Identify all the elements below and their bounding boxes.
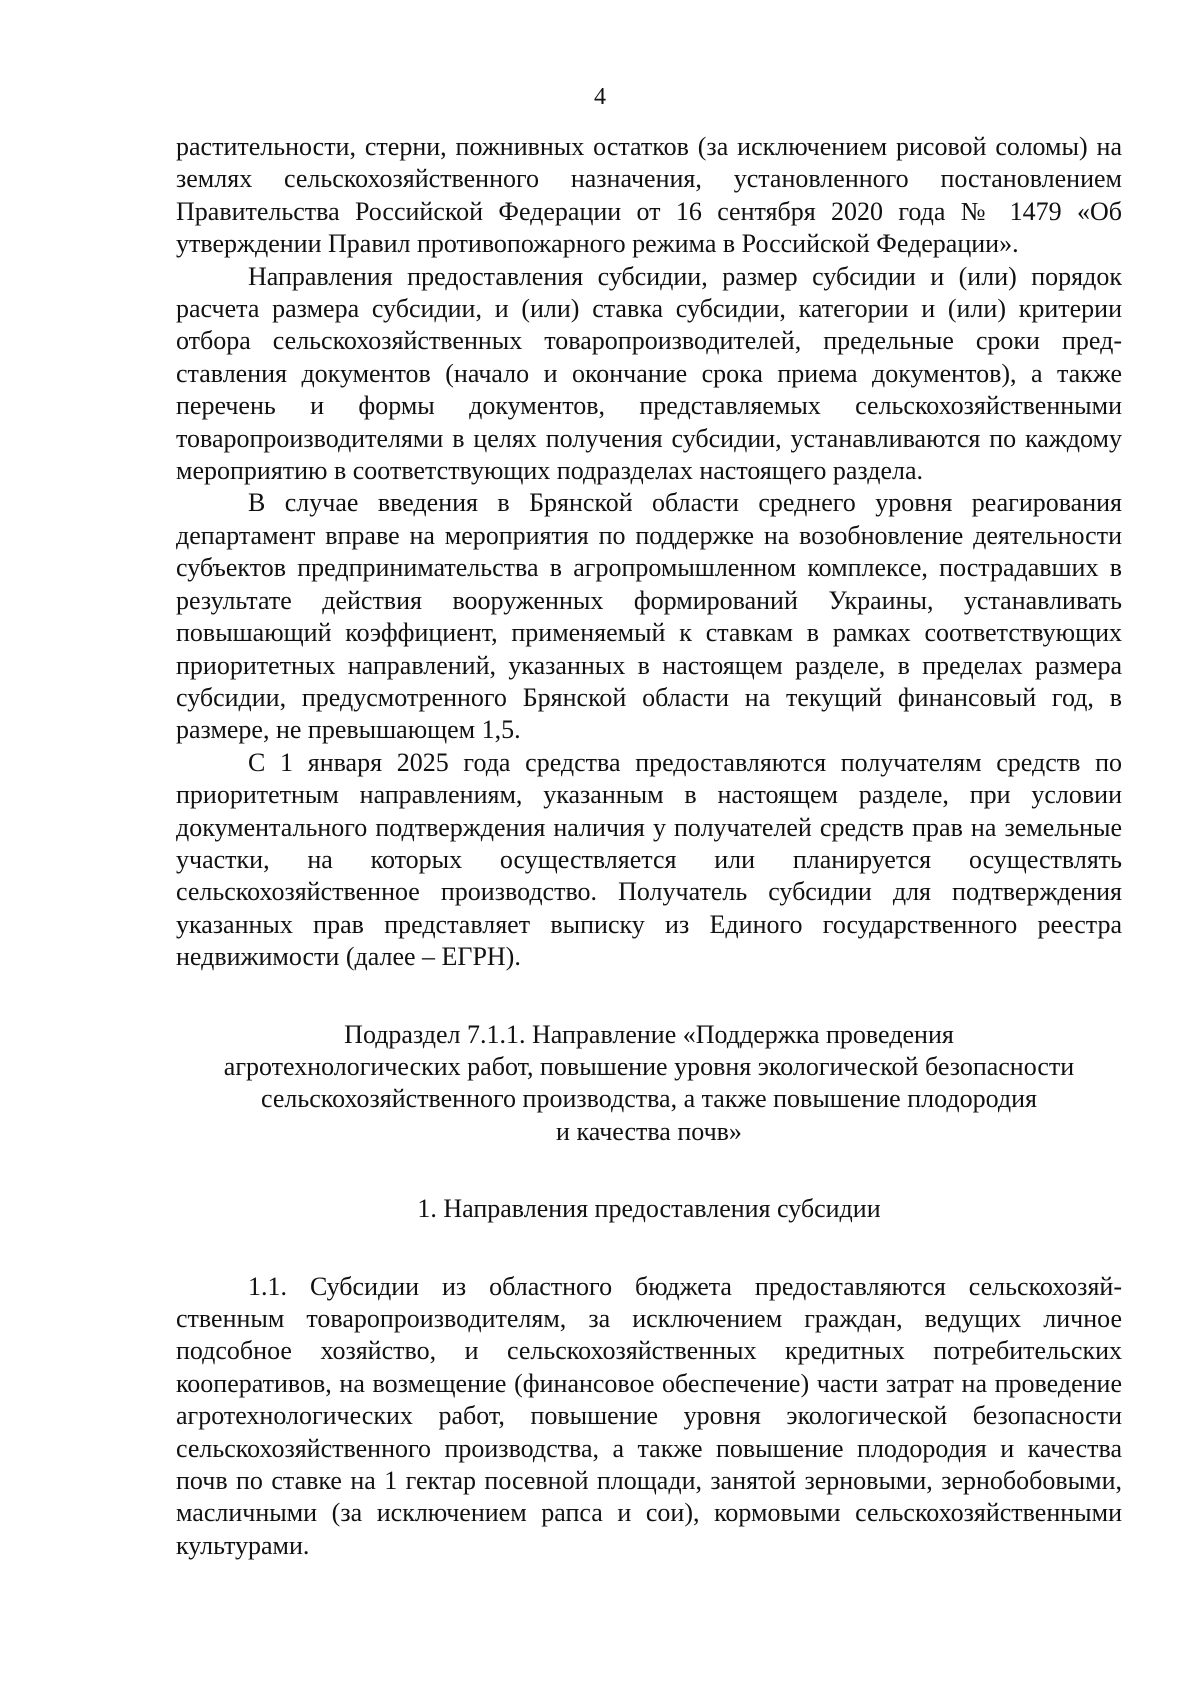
- subsection-heading-line: и качества почв»: [556, 1116, 742, 1146]
- page-number: 4: [594, 84, 606, 110]
- document-body: [176, 131, 1122, 1562]
- subsection-heading-line: сельскохозяйственного производства, а также повышение плодородия: [261, 1084, 1037, 1114]
- subsection-heading-line: Подраздел 7.1.1. Направление «Поддержка проведения: [344, 1019, 954, 1049]
- subsection-heading: [176, 1019, 1122, 1149]
- subsection-heading-line: агротехнологических работ, повышение уровня экологической безопасности: [223, 1051, 1075, 1081]
- paragraph-land-rights: С 1 января 2025 года средства предоставляются получателям средств по приоритетным направлениям, указанным в настоящем разделе, при условии документального подтверждения наличия у получателей средств прав на земельные участки, на которых осуществляется или планируется осуществлять сельскохозяйственное производство. Получатель субсидии для подтверждения указанных прав представляет выписку из Единого государственного реестра недвижимости (далее – ЕГРН).: [176, 747, 1122, 972]
- paragraph-subsidy-directions: Направления предоставления субсидии, размер субсидии и (или) порядок расчета размера субсидии, и (или) ставка субсидии, категории и (или) критерии отбора сельскохозяйственных товаропроизводителей, предельные сроки представления документов (начало и окончание срока приема документов), а также перечень и формы документов, представляемых сельскохозяйственными товаропроизводителями в целях получения субсидии, устанавливаются по каждому мероприятию в соответствующих подразделах настоящего раздела.: [176, 261, 1122, 486]
- paragraph-clause-1-1: 1.1. Субсидии из областного бюджета предоставляются сельскохозяйственным товаропроизводителям, за исключением граждан, ведущих личное подсобное хозяйство, и сельскохозяйственных кредитных потребительских кооперативов, на возмещение (финансовое обеспечение) части затрат на проведение агротехнологических работ, повышение уровня экологической безопасности сельскохозяйственного производства, а также повышение плодородия и качества почв по ставке на 1 гектар посевной площади, занятой зерновыми, зернобобовыми, масличными (за исключением рапса и сои), кормовыми сельскохозяйственными культурами.: [176, 1271, 1122, 1560]
- section-heading: 1. Направления предоставления субсидии: [417, 1194, 881, 1224]
- paragraph-continuation: растительности, стерни, пожнивных остатков (за исключением рисовой соломы) на землях сельскохозяйственного назначения, установленного постановлением Правительства Российской Федерации от 16 сентября 2020 года № 1479 «Об утверждении Правил противопожарного режима в Российской Федерации».: [176, 132, 1122, 259]
- paragraph-response-level: В случае введения в Брянской области среднего уровня реагирования департамент вправе на мероприятия по поддержке на возобновление деятельности субъектов предпринимательства в агропромышленном комплексе, пострадавших в результате действия вооруженных формирований Украины, устанавливать повышающий коэффициент, применяемый к ставкам в рамках соответствующих приоритетных направлений, указанных в настоящем разделе, в пределах размера субсидии, предусмотренного Брянской области на текущий финансовый год, в размере, не превышающем 1,5.: [176, 488, 1122, 745]
